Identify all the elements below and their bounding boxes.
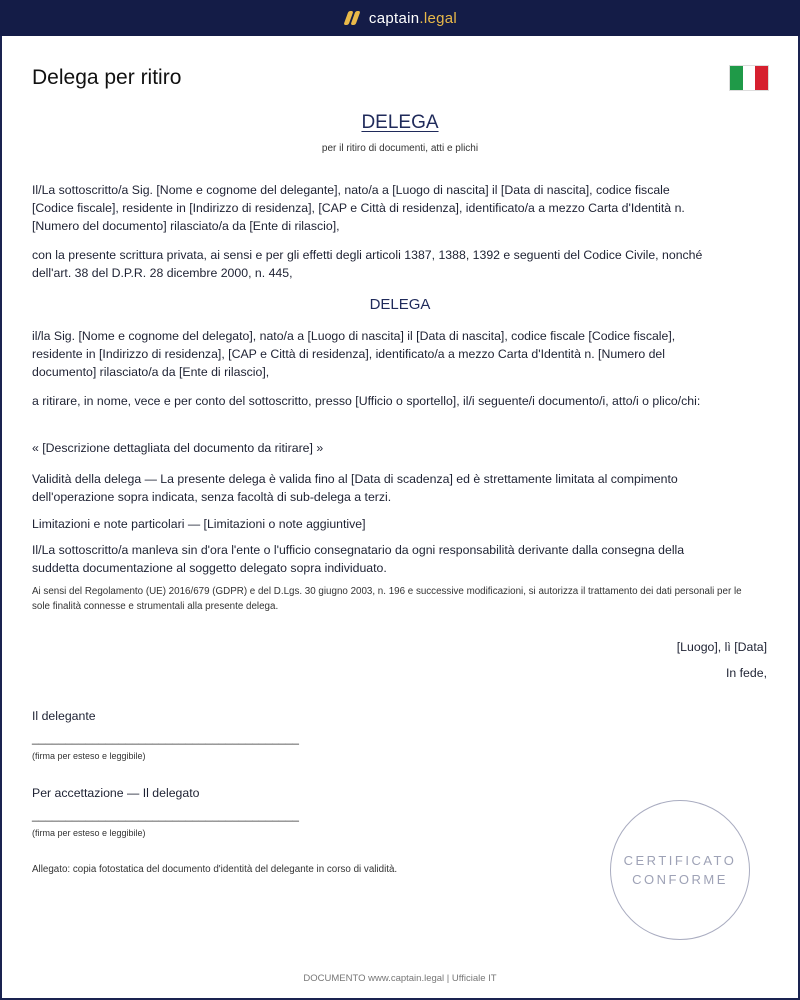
stamp-line-1: CERTIFICATO	[623, 853, 737, 868]
paragraph-limitations: Limitazioni e note particolari — [Limitazioni o note aggiuntive]	[32, 517, 366, 531]
certification-stamp	[610, 800, 750, 940]
stamp-line-2: CONFORME	[632, 872, 728, 887]
signature-line-delegato: ________________________________________	[32, 808, 299, 822]
brand-name: captain	[368, 9, 420, 27]
paragraph-indemnity: Il/La sottoscritto/a manleva sin d'ora l'ente o l'ufficio consegnatario da ogni responsabilità derivante dalla consegna della suddetta documentazione al soggetto delegato sopra individuato.	[32, 543, 685, 575]
signature-note-delegante: (firma per esteso e leggibile)	[32, 751, 146, 761]
signature-note-delegato: (firma per esteso e leggibile)	[32, 828, 146, 838]
brand-domain: .legal	[419, 9, 458, 27]
place-date: [Luogo], lì [Data]	[676, 640, 767, 654]
captain-logo-icon	[343, 10, 361, 26]
signature-label-delegante: Il delegante	[32, 709, 96, 723]
paragraph-description: « [Descrizione dettagliata del documento da ritirare] »	[32, 441, 324, 455]
signature-line-delegante: ________________________________________	[32, 731, 299, 745]
document-subtitle: per il ritiro di documenti, atti e plichi	[321, 143, 479, 154]
footer: DOCUMENTO www.captain.legal | Ufficiale IT	[303, 973, 497, 984]
privacy-notice: Ai sensi del Regolamento (UE) 2016/679 (GDPR) e del D.Lgs. 30 giugno 2003, n. 196 e successive modificazioni, si autorizza il trattamento dei dati personali per le sole finalità connesse e strumentali alla presente delega.	[32, 586, 742, 612]
paragraph-legal-basis: con la presente scrittura privata, ai sensi e per gli effetti degli articoli 1387, 1388, 1392 e seguenti del Codice Civile, nonché dell'art. 38 del D.P.R. 28 dicembre 2000, n. 445,	[32, 248, 703, 280]
paragraph-delegato: il/la Sig. [Nome e cognome del delegato], nato/a a [Luogo di nascita] il [Data di nascita], codice fiscale [Codice fiscale], residente in [Indirizzo di residenza], [CAP e Città di residenza], identificato/a a mezzo Carta d'Identità n. [Numero del documento] rilasciato/a da [Ente di rilascio],	[32, 329, 676, 379]
document-sheet	[2, 36, 798, 998]
attachment-note: Allegato: copia fotostatica del documento d'identità del delegante in corso di validità.	[32, 864, 398, 875]
paragraph-validity: Validità della delega — La presente delega è valida fino al [Data di scadenza] ed è strettamente limitata al compimento dell'operazione sopra indicata, senza facoltà di sub-delega a terzi.	[32, 472, 678, 504]
document-title: DELEGA	[361, 112, 439, 133]
brand-bar	[0, 0, 800, 36]
italy-flag-icon	[729, 65, 769, 91]
paragraph-delegante: Il/La sottoscritto/a Sig. [Nome e cognome del delegante], nato/a a [Luogo di nascita] il [Data di nascita], codice fiscale [Codice fiscale], residente in [Indirizzo di residenza], [CAP e Città di residenza], identificato/a a mezzo Carta d'Identità n. [Numero del documento] rilasciato/a da [Ente di rilascio],	[32, 183, 685, 233]
brand[interactable]	[343, 10, 457, 27]
section-title-delega: DELEGA	[369, 296, 431, 313]
closing: In fede,	[725, 666, 767, 680]
signature-label-delegato: Per accettazione — Il delegato	[32, 786, 200, 800]
page-title: Delega per ritiro	[32, 66, 182, 89]
paragraph-scope: a ritirare, in nome, vece e per conto del sottoscritto, presso [Ufficio o sportello], il/i seguente/i documento/i, atto/i o plico/chi:	[32, 394, 701, 408]
